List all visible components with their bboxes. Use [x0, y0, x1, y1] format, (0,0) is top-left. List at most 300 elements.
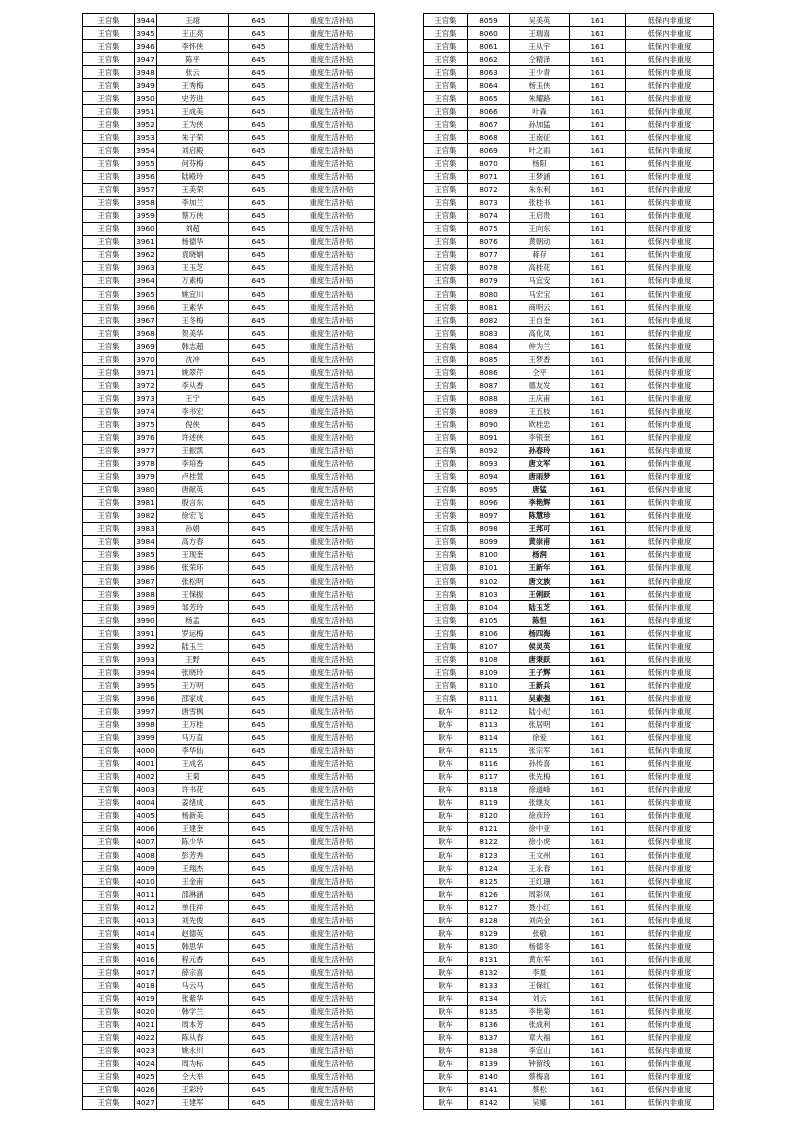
village-cell: 王官集	[83, 770, 135, 783]
village-cell: 王官集	[83, 914, 135, 927]
amount-cell: 161	[570, 692, 626, 705]
village-cell: 王官集	[83, 248, 135, 261]
village-cell: 王官集	[83, 940, 135, 953]
amount-cell: 161	[570, 392, 626, 405]
table-row	[83, 496, 375, 509]
village-cell: 王官集	[424, 640, 468, 653]
type-cell: 低保内非重度	[626, 953, 714, 966]
type-cell: 重度生活补贴	[289, 679, 375, 692]
type-cell: 低保内非重度	[626, 783, 714, 796]
amount-cell: 645	[229, 314, 289, 327]
id-cell: 3963	[135, 261, 157, 274]
table-row	[83, 209, 375, 222]
table-row	[424, 366, 714, 379]
table-row	[83, 575, 375, 588]
id-cell: 8134	[468, 992, 510, 1005]
amount-cell: 645	[229, 392, 289, 405]
name-cell: 王梦涵	[510, 170, 570, 183]
table-row	[424, 40, 714, 53]
village-cell: 王官集	[424, 183, 468, 196]
table-row	[424, 744, 714, 757]
village-cell: 王官集	[424, 105, 468, 118]
type-cell: 低保内非重度	[626, 92, 714, 105]
name-cell: 陆殿玲	[157, 170, 229, 183]
table-row	[83, 92, 375, 105]
village-cell: 王官集	[424, 496, 468, 509]
name-cell: 王保红	[510, 979, 570, 992]
table-row	[424, 444, 714, 457]
amount-cell: 161	[570, 1083, 626, 1096]
id-cell: 8105	[468, 614, 510, 627]
name-cell: 黄朝动	[510, 235, 570, 248]
name-cell: 陈平	[157, 53, 229, 66]
village-cell: 王官集	[424, 614, 468, 627]
table-row	[83, 118, 375, 131]
table-row	[424, 170, 714, 183]
id-cell: 3945	[135, 27, 157, 40]
type-cell: 低保内非重度	[626, 27, 714, 40]
amount-cell: 161	[570, 627, 626, 640]
type-cell: 低保内非重度	[626, 496, 714, 509]
id-cell: 3970	[135, 353, 157, 366]
id-cell: 3954	[135, 144, 157, 157]
amount-cell: 161	[570, 862, 626, 875]
id-cell: 4001	[135, 757, 157, 770]
amount-cell: 161	[570, 170, 626, 183]
type-cell: 重度生活补贴	[289, 601, 375, 614]
village-cell: 王官集	[83, 366, 135, 379]
name-cell: 李艳菊	[510, 1005, 570, 1018]
village-cell: 耿车	[424, 849, 468, 862]
id-cell: 3992	[135, 640, 157, 653]
type-cell: 低保内非重度	[626, 875, 714, 888]
type-cell: 低保内非重度	[626, 835, 714, 848]
table-row	[83, 588, 375, 601]
type-cell: 重度生活补贴	[289, 301, 375, 314]
id-cell: 8073	[468, 196, 510, 209]
table-row	[83, 431, 375, 444]
table-row	[424, 470, 714, 483]
id-cell: 3967	[135, 314, 157, 327]
name-cell: 何芬梅	[157, 157, 229, 170]
type-cell: 低保内非重度	[626, 170, 714, 183]
type-cell: 低保内非重度	[626, 1031, 714, 1044]
amount-cell: 161	[570, 287, 626, 300]
name-cell: 李加兰	[157, 196, 229, 209]
amount-cell: 645	[229, 535, 289, 548]
name-cell: 王秀梅	[157, 79, 229, 92]
table-row	[424, 105, 714, 118]
table-row	[83, 914, 375, 927]
amount-cell: 645	[229, 287, 289, 300]
type-cell: 低保内非重度	[626, 692, 714, 705]
name-cell: 许述侠	[157, 431, 229, 444]
amount-cell: 645	[229, 248, 289, 261]
type-cell: 重度生活补贴	[289, 979, 375, 992]
village-cell: 王官集	[83, 901, 135, 914]
name-cell: 王保振	[157, 588, 229, 601]
type-cell: 重度生活补贴	[289, 131, 375, 144]
table-row	[424, 483, 714, 496]
id-cell: 4002	[135, 770, 157, 783]
table-row	[424, 1057, 714, 1070]
table-row	[83, 196, 375, 209]
name-cell: 刘超	[157, 222, 229, 235]
table-row	[424, 27, 714, 40]
table-row	[83, 14, 375, 27]
id-cell: 3958	[135, 196, 157, 209]
table-row	[83, 1096, 375, 1109]
name-cell: 单佳祥	[157, 901, 229, 914]
table-row	[424, 301, 714, 314]
table-row	[424, 705, 714, 718]
name-cell: 吴娜	[510, 1096, 570, 1109]
village-cell: 王官集	[424, 483, 468, 496]
type-cell: 重度生活补贴	[289, 535, 375, 548]
amount-cell: 645	[229, 809, 289, 822]
type-cell: 低保内非重度	[626, 509, 714, 522]
name-cell: 殷言东	[157, 496, 229, 509]
type-cell: 低保内非重度	[626, 235, 714, 248]
type-cell: 重度生活补贴	[289, 366, 375, 379]
amount-cell: 645	[229, 1070, 289, 1083]
name-cell: 杨润	[510, 548, 570, 561]
village-cell: 王官集	[83, 731, 135, 744]
amount-cell: 161	[570, 666, 626, 679]
village-cell: 耿车	[424, 914, 468, 927]
type-cell: 低保内非重度	[626, 418, 714, 431]
village-cell: 王官集	[83, 627, 135, 640]
name-cell: 王邦可	[510, 522, 570, 535]
village-cell: 王官集	[83, 979, 135, 992]
id-cell: 3965	[135, 287, 157, 300]
amount-cell: 645	[229, 548, 289, 561]
table-row	[83, 274, 375, 287]
village-cell: 王官集	[83, 27, 135, 40]
village-cell: 耿车	[424, 1005, 468, 1018]
amount-cell: 645	[229, 53, 289, 66]
name-cell: 李培香	[157, 457, 229, 470]
id-cell: 8091	[468, 431, 510, 444]
amount-cell: 161	[570, 53, 626, 66]
village-cell: 王官集	[83, 1005, 135, 1018]
table-row	[424, 314, 714, 327]
id-cell: 3953	[135, 131, 157, 144]
id-cell: 3994	[135, 666, 157, 679]
type-cell: 重度生活补贴	[289, 327, 375, 340]
table-row	[424, 327, 714, 340]
village-cell: 王官集	[83, 157, 135, 170]
id-cell: 3991	[135, 627, 157, 640]
amount-cell: 645	[229, 575, 289, 588]
id-cell: 8133	[468, 979, 510, 992]
name-cell: 程元香	[157, 953, 229, 966]
name-cell: 刘先俊	[157, 914, 229, 927]
name-cell: 王建奎	[157, 822, 229, 835]
village-cell: 王官集	[83, 953, 135, 966]
name-cell: 王素华	[157, 301, 229, 314]
amount-cell: 161	[570, 548, 626, 561]
id-cell: 4021	[135, 1018, 157, 1031]
id-cell: 4007	[135, 835, 157, 848]
name-cell: 马宏宝	[510, 287, 570, 300]
table-row	[424, 718, 714, 731]
name-cell: 徐道峰	[510, 783, 570, 796]
village-cell: 耿车	[424, 1044, 468, 1057]
id-cell: 8064	[468, 79, 510, 92]
amount-cell: 645	[229, 744, 289, 757]
type-cell: 重度生活补贴	[289, 261, 375, 274]
table-row	[424, 457, 714, 470]
village-cell: 王官集	[424, 444, 468, 457]
name-cell: 欧桂忠	[510, 418, 570, 431]
id-cell: 3988	[135, 588, 157, 601]
type-cell: 重度生活补贴	[289, 1044, 375, 1057]
table-row	[424, 809, 714, 822]
amount-cell: 645	[229, 979, 289, 992]
table-row	[83, 966, 375, 979]
type-cell: 低保内非重度	[626, 862, 714, 875]
id-cell: 8093	[468, 457, 510, 470]
table-row	[83, 862, 375, 875]
id-cell: 8131	[468, 953, 510, 966]
amount-cell: 645	[229, 875, 289, 888]
id-cell: 8129	[468, 927, 510, 940]
name-cell: 仝平	[510, 366, 570, 379]
name-cell: 张荣环	[157, 561, 229, 574]
type-cell: 低保内非重度	[626, 118, 714, 131]
type-cell: 低保内非重度	[626, 209, 714, 222]
village-cell: 王官集	[83, 809, 135, 822]
name-cell: 仝精泽	[510, 53, 570, 66]
village-cell: 王官集	[83, 457, 135, 470]
name-cell: 王彩玲	[157, 1083, 229, 1096]
amount-cell: 161	[570, 1057, 626, 1070]
type-cell: 低保内非重度	[626, 940, 714, 953]
village-cell: 王官集	[83, 653, 135, 666]
type-cell: 低保内非重度	[626, 444, 714, 457]
type-cell: 重度生活补贴	[289, 483, 375, 496]
type-cell: 重度生活补贴	[289, 314, 375, 327]
table-row	[424, 927, 714, 940]
type-cell: 低保内非重度	[626, 718, 714, 731]
type-cell: 低保内非重度	[626, 457, 714, 470]
name-cell: 杨孟	[157, 614, 229, 627]
table-row	[424, 222, 714, 235]
id-cell: 4025	[135, 1070, 157, 1083]
village-cell: 王官集	[424, 92, 468, 105]
type-cell: 重度生活补贴	[289, 888, 375, 901]
name-cell: 陆小纪	[510, 705, 570, 718]
table-row	[83, 953, 375, 966]
name-cell: 贺美华	[157, 327, 229, 340]
type-cell: 重度生活补贴	[289, 66, 375, 79]
name-cell: 张云	[157, 66, 229, 79]
amount-cell: 161	[570, 66, 626, 79]
village-cell: 王官集	[83, 966, 135, 979]
name-cell: 朱子荣	[157, 131, 229, 144]
name-cell: 王启贵	[510, 209, 570, 222]
village-cell: 王官集	[83, 692, 135, 705]
name-cell: 王庆甫	[510, 392, 570, 405]
id-cell: 8083	[468, 327, 510, 340]
type-cell: 低保内非重度	[626, 1018, 714, 1031]
name-cell: 杨新美	[157, 809, 229, 822]
village-cell: 王官集	[83, 131, 135, 144]
type-cell: 重度生活补贴	[289, 1031, 375, 1044]
table-row	[83, 1070, 375, 1083]
table-row	[424, 92, 714, 105]
name-cell: 王从宇	[510, 40, 570, 53]
table-row	[424, 131, 714, 144]
village-cell: 王官集	[83, 92, 135, 105]
id-cell: 8120	[468, 809, 510, 822]
village-cell: 耿车	[424, 718, 468, 731]
table-row	[83, 614, 375, 627]
id-cell: 4003	[135, 783, 157, 796]
name-cell: 张敬	[510, 927, 570, 940]
name-cell: 叶森	[510, 105, 570, 118]
type-cell: 低保内非重度	[626, 901, 714, 914]
village-cell: 王官集	[424, 405, 468, 418]
type-cell: 低保内非重度	[626, 679, 714, 692]
village-cell: 王官集	[83, 679, 135, 692]
type-cell: 重度生活补贴	[289, 692, 375, 705]
type-cell: 重度生活补贴	[289, 118, 375, 131]
id-cell: 8074	[468, 209, 510, 222]
id-cell: 3949	[135, 79, 157, 92]
village-cell: 王官集	[424, 27, 468, 40]
type-cell: 重度生活补贴	[289, 927, 375, 940]
name-cell: 王建军	[157, 1096, 229, 1109]
table-row	[424, 1044, 714, 1057]
amount-cell: 645	[229, 862, 289, 875]
amount-cell: 161	[570, 40, 626, 53]
type-cell: 低保内非重度	[626, 1044, 714, 1057]
id-cell: 8095	[468, 483, 510, 496]
id-cell: 8128	[468, 914, 510, 927]
left-table	[82, 13, 375, 1110]
id-cell: 3984	[135, 535, 157, 548]
type-cell: 低保内非重度	[626, 340, 714, 353]
table-row	[424, 261, 714, 274]
type-cell: 重度生活补贴	[289, 822, 375, 835]
name-cell: 王菊	[157, 770, 229, 783]
type-cell: 低保内非重度	[626, 653, 714, 666]
amount-cell: 645	[229, 444, 289, 457]
type-cell: 低保内非重度	[626, 53, 714, 66]
table-row	[83, 927, 375, 940]
type-cell: 低保内非重度	[626, 914, 714, 927]
id-cell: 8085	[468, 353, 510, 366]
type-cell: 重度生活补贴	[289, 914, 375, 927]
amount-cell: 645	[229, 144, 289, 157]
village-cell: 王官集	[424, 653, 468, 666]
type-cell: 低保内非重度	[626, 666, 714, 679]
village-cell: 王官集	[424, 301, 468, 314]
table-row	[83, 783, 375, 796]
table-row	[83, 66, 375, 79]
village-cell: 耿车	[424, 875, 468, 888]
amount-cell: 645	[229, 966, 289, 979]
id-cell: 8125	[468, 875, 510, 888]
table-row	[83, 888, 375, 901]
id-cell: 3974	[135, 405, 157, 418]
id-cell: 8104	[468, 601, 510, 614]
id-cell: 3955	[135, 157, 157, 170]
amount-cell: 161	[570, 914, 626, 927]
id-cell: 3962	[135, 248, 157, 261]
village-cell: 王官集	[83, 744, 135, 757]
amount-cell: 161	[570, 561, 626, 574]
table-row	[424, 561, 714, 574]
type-cell: 重度生活补贴	[289, 431, 375, 444]
amount-cell: 161	[570, 744, 626, 757]
amount-cell: 161	[570, 209, 626, 222]
amount-cell: 161	[570, 822, 626, 835]
name-cell: 刘尚金	[510, 914, 570, 927]
village-cell: 王官集	[83, 183, 135, 196]
amount-cell: 645	[229, 418, 289, 431]
name-cell: 德友发	[510, 379, 570, 392]
table-row	[424, 183, 714, 196]
id-cell: 8100	[468, 548, 510, 561]
id-cell: 8098	[468, 522, 510, 535]
village-cell: 王官集	[424, 79, 468, 92]
type-cell: 低保内非重度	[626, 614, 714, 627]
type-cell: 重度生活补贴	[289, 992, 375, 1005]
village-cell: 王官集	[83, 588, 135, 601]
village-cell: 耿车	[424, 1083, 468, 1096]
type-cell: 重度生活补贴	[289, 418, 375, 431]
name-cell: 王金甫	[157, 875, 229, 888]
village-cell: 王官集	[83, 274, 135, 287]
name-cell: 王新兵	[510, 679, 570, 692]
amount-cell: 645	[229, 796, 289, 809]
name-cell: 陈慧珍	[510, 509, 570, 522]
table-row	[83, 731, 375, 744]
table-row	[424, 862, 714, 875]
village-cell: 王官集	[83, 822, 135, 835]
name-cell: 王俐跃	[510, 588, 570, 601]
amount-cell: 645	[229, 901, 289, 914]
village-cell: 耿车	[424, 901, 468, 914]
village-cell: 王官集	[424, 327, 468, 340]
village-cell: 王官集	[83, 392, 135, 405]
table-row	[424, 614, 714, 627]
table-row	[424, 888, 714, 901]
village-cell: 王官集	[424, 196, 468, 209]
village-cell: 王官集	[83, 575, 135, 588]
village-cell: 王官集	[424, 575, 468, 588]
table-row	[83, 327, 375, 340]
type-cell: 重度生活补贴	[289, 40, 375, 53]
name-cell: 王少青	[510, 66, 570, 79]
table-row	[424, 875, 714, 888]
village-cell: 王官集	[83, 53, 135, 66]
type-cell: 低保内非重度	[626, 105, 714, 118]
type-cell: 重度生活补贴	[289, 496, 375, 509]
id-cell: 3964	[135, 274, 157, 287]
id-cell: 3979	[135, 470, 157, 483]
name-cell: 吴美英	[510, 14, 570, 27]
village-cell: 王官集	[83, 405, 135, 418]
amount-cell: 645	[229, 953, 289, 966]
type-cell: 低保内非重度	[626, 979, 714, 992]
table-row	[424, 522, 714, 535]
village-cell: 王官集	[424, 588, 468, 601]
amount-cell: 161	[570, 248, 626, 261]
